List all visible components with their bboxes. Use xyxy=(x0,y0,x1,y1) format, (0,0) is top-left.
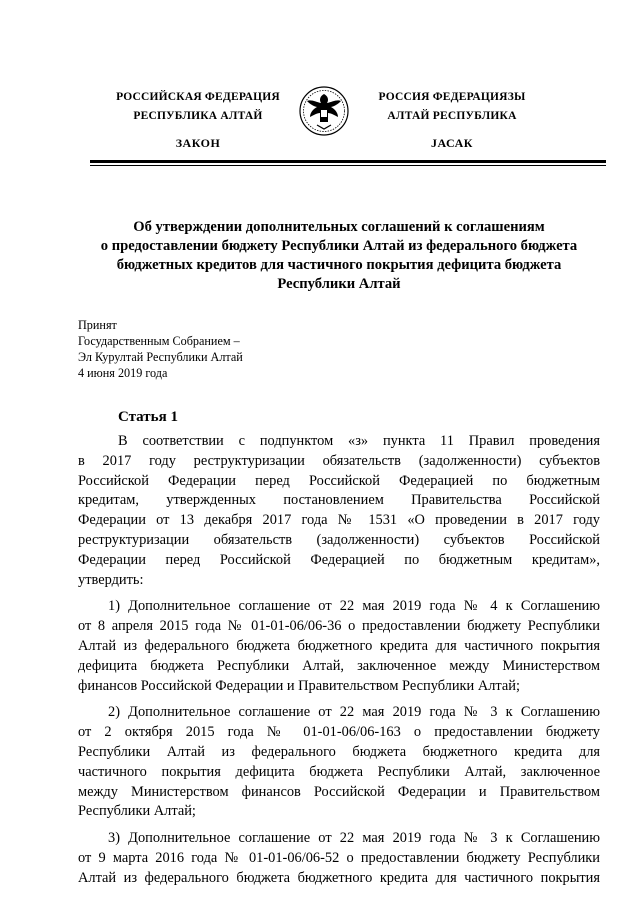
text-line: В соответствии с подпунктом «з» пункта 11 Правил проведения xyxy=(118,433,600,449)
text-line: 1) Дополнительное соглашение от 22 мая 2019 года № 4 к Соглашению xyxy=(108,598,600,615)
header-right-law: JАСАК xyxy=(430,136,473,150)
law-title-line: бюджетных кредитов для частичного покрытия дефицита бюджета xyxy=(116,257,562,273)
text-line: от 8 апреля 2015 года № 01-01-06/06-36 о предоставлении бюджету Республики xyxy=(78,618,600,635)
text-line: от 9 марта 2016 года № 01-01-06/06-52 о предоставлении бюджету Республики xyxy=(78,849,600,866)
header-right-republic: АЛТАЙ РЕСПУБЛИКА xyxy=(387,110,517,122)
adoption-date: 4 июня 2019 года xyxy=(78,366,168,380)
text-line: Российской Федерации перед Российской Федерацией по бюджетным xyxy=(78,472,600,489)
text-line: дефицита бюджета Республики Алтай, заключенное между Министерством xyxy=(78,657,600,674)
adoption-info xyxy=(78,317,243,381)
header-divider-thick xyxy=(90,160,606,163)
text-line: в 2017 году реструктуризации обязательств (задолженности) субъектов xyxy=(78,452,600,469)
text-line: Федерации от 13 декабря 2017 года № 1531 «О проведении в 2017 году xyxy=(78,512,600,529)
text-line: Республики Алтай из федерального бюджета бюджетного кредита для xyxy=(78,743,600,760)
coat-of-arms-icon xyxy=(298,82,350,140)
text-line: Алтай из федерального бюджета бюджетного кредита для частичного покрытия xyxy=(78,869,600,886)
text-line: Алтай из федерального бюджета бюджетного кредита для частичного покрытия xyxy=(78,637,600,654)
list-item xyxy=(78,829,600,888)
article-body xyxy=(78,432,600,889)
text-line: утвердить: xyxy=(78,571,144,588)
law-title-line: о предоставлении бюджету Республики Алтай из федерального бюджета xyxy=(100,238,578,254)
adoption-line: Государственным Собранием – xyxy=(78,334,240,348)
header-left-country: РОССИЙСКАЯ ФЕДЕРАЦИЯ xyxy=(116,91,280,103)
article-heading: Статья 1 xyxy=(118,409,178,425)
text-line: между Министерством финансов Российской Федерации и Правительством xyxy=(78,783,600,800)
law-title xyxy=(78,218,600,294)
text-line: частичного покрытия дефицита бюджета Республики Алтай, заключенное xyxy=(78,763,600,780)
header-left xyxy=(100,88,296,153)
text-line: Федерации перед Российской Федерацией по бюджетным кредитам», xyxy=(78,551,600,568)
article-intro xyxy=(78,432,600,590)
header-divider-thin xyxy=(90,165,606,166)
header-right xyxy=(352,88,552,153)
adoption-line: Эл Курултай Республики Алтай xyxy=(78,350,243,364)
law-title-line: Об утверждении дополнительных соглашений к соглашениям xyxy=(133,219,545,235)
text-line: реструктуризации обязательств (задолженности) субъектов Российской xyxy=(78,531,600,548)
text-line: финансов Российской Федерации и Правительством Республики Алтай; xyxy=(78,677,520,694)
text-line: Республики Алтай; xyxy=(78,803,196,820)
law-title-line: Республики Алтай xyxy=(277,276,401,292)
header-right-country: РОССИЯ ФЕДЕРАЦИЯЗЫ xyxy=(378,91,526,103)
text-line: 3) Дополнительное соглашение от 22 мая 2019 года № 3 к Соглашению xyxy=(108,830,600,847)
list-item xyxy=(78,597,600,696)
text-line: от 2 октября 2015 года № 01-01-06/06-163 о предоставлении бюджету xyxy=(78,724,600,741)
list-item xyxy=(78,703,600,822)
text-line: 2) Дополнительное соглашение от 22 мая 2019 года № 3 к Соглашению xyxy=(108,704,600,721)
text-line: кредитам, утвержденных постановлением Правительства Российской xyxy=(78,492,600,509)
header-left-law: ЗАКОН xyxy=(175,136,221,150)
header-left-republic: РЕСПУБЛИКА АЛТАЙ xyxy=(133,110,263,122)
adoption-line: Принят xyxy=(78,318,117,332)
